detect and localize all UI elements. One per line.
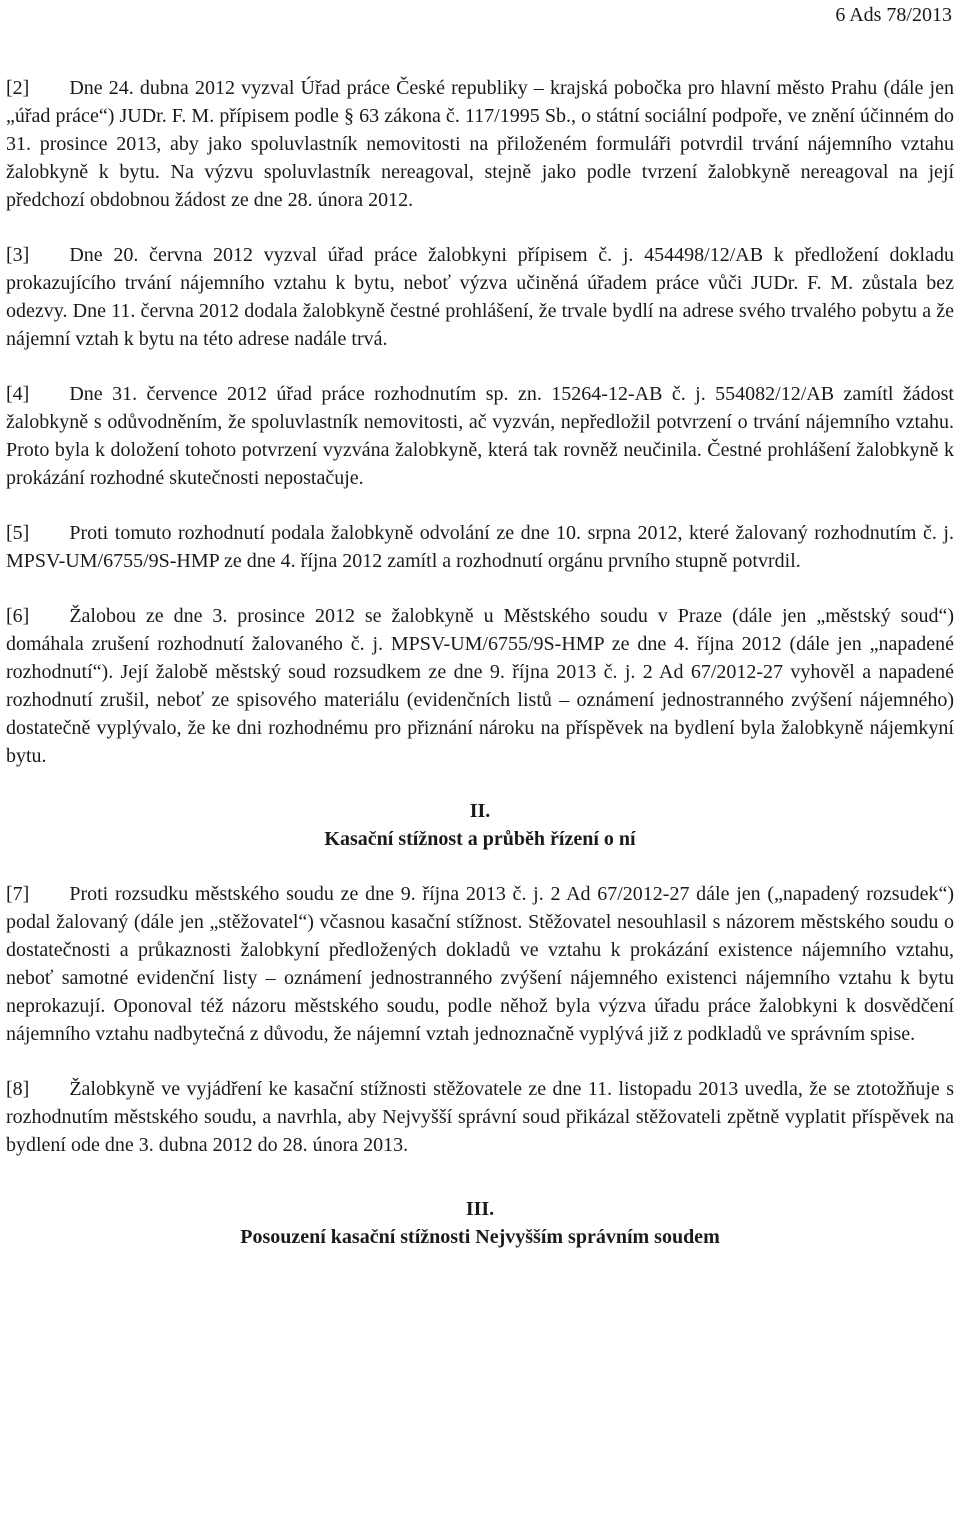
paragraph-text: Dne 20. června 2012 vyzval úřad práce žalobkyni přípisem č. j. 454498/12/AB k předložení dokladu prokazujícího trvání nájemního vztahu k bytu, neboť výzva učiněná úřadem práce vůči JUDr. F. M. zůstala bez odezvy. Dne 11. června 2012 dodala žalobkyně čestné prohlášení, že trvale bydlí na adrese svého trvalého pobytu a že nájemní vztah k bytu na této adrese nadále trvá. [6,244,954,350]
paragraph [6,241,954,353]
section-heading-3 [6,1195,954,1251]
paragraph-text: Dne 31. července 2012 úřad práce rozhodnutím sp. zn. 15264-12-AB č. j. 554082/12/AB zamítl žádost žalobkyně s odůvodněním, že spoluvlastník nemovitosti, ač vyzván, nepředložil potvrzení o trvání nájemního vztahu. Proto byla k doložení tohoto potvrzení vyzvána žalobkyně, která tak rovněž neučinila. Čestné prohlášení žalobkyně k prokázání rozhodné skutečnosti nepostačuje. [6,383,954,489]
paragraph-number: [7] [6,883,30,905]
paragraph-number: [5] [6,522,30,544]
paragraph-group-cassation [6,880,954,1159]
section-number: III. [465,1198,495,1220]
paragraph-number: [4] [6,383,30,405]
paragraph [6,74,954,214]
section-title: Kasační stížnost a průběh řízení o ní [324,828,636,850]
paragraph-number: [8] [6,1078,30,1100]
paragraph-text: Proti tomuto rozhodnutí podala žalobkyně odvolání ze dne 10. srpna 2012, které žalovaný rozhodnutím č. j. MPSV-UM/6755/9S-HMP ze dne 4. října 2012 zamítl a rozhodnutí orgánu prvního stupně potvrdil. [6,522,954,572]
section-title: Posouzení kasační stížnosti Nejvyšším správním soudem [240,1226,720,1248]
paragraph-text: Žalobkyně ve vyjádření ke kasační stížnosti stěžovatele ze dne 11. listopadu 2013 uvedla, že se ztotožňuje s rozhodnutím městského soudu, a navrhla, aby Nejvyšší správní soud přikázal stěžovateli zpětně vyplatit příspěvek na bydlení ode dne 3. dubna 2012 do 28. února 2013. [6,1078,954,1156]
section-number: II. [469,800,491,822]
paragraph-group-facts [6,74,954,770]
paragraph [6,380,954,492]
paragraph [6,1075,954,1159]
paragraph-text: Proti rozsudku městského soudu ze dne 9. října 2013 č. j. 2 Ad 67/2012-27 dále jen („napadený rozsudek“) podal žalovaný (dále jen „stěžovatel“) včasnou kasační stížnost. Stěžovatel nesouhlasil s názorem městského soudu o dostatečnosti a průkaznosti žalobkyní předložených dokladů ve vztahu k prokázání existence nájemního vztahu, neboť samotné evidenční listy – oznámení jednostranného zvýšení nájemného existenci nájemního vztahu k bytu neprokazují. Oponoval též názoru městského soudu, podle něhož byla výzva úřadu práce žalobkyni k dosvědčení nájemního vztahu nadbytečná z důvodu, že nájemní vztah jednoznačně vyplývá již z podkladů ve správním spise. [6,883,954,1045]
paragraph-number: [2] [6,77,30,99]
page-reference: 6 Ads 78/2013 [835,4,952,26]
paragraph-text: Žalobou ze dne 3. prosince 2012 se žalobkyně u Městského soudu v Praze (dále jen „městský soud“) domáhala zrušení rozhodnutí žalovaného č. j. MPSV-UM/6755/9S-HMP ze dne 4. října 2012 (dále jen „napadené rozhodnutí“). Její žalobě městský soud rozsudkem ze dne 9. října 2013 č. j. 2 Ad 67/2012-27 vyhověl a napadené rozhodnutí zrušil, neboť ze spisového materiálu (evidenčních listů – oznámení jednostranného zvýšení nájemného) dostatečně vyplývalo, že ke dni rozhodnému pro přiznání nároku na příspěvek na bydlení byla žalobkyně nájemkyní bytu. [6,605,954,767]
paragraph-text: Dne 24. dubna 2012 vyzval Úřad práce České republiky – krajská pobočka pro hlavní město Prahu (dále jen „úřad práce“) JUDr. F. M. přípisem podle § 63 zákona č. 117/1995 Sb., o státní sociální podpoře, ve znění účinném do 31. prosince 2013, aby jako spoluvlastník nemovitosti na přiloženém formuláři potvrdil trvání nájemního vztahu žalobkyně k bytu. Na výzvu spoluvlastník nereagoval, stejně jako podle tvrzení žalobkyně nereagoval na její předchozí obdobnou žádost ze dne 28. února 2012. [6,77,954,211]
paragraph-number: [3] [6,244,30,266]
section-heading-2 [6,797,954,853]
document-body [6,74,954,1278]
paragraph [6,519,954,575]
paragraph-number: [6] [6,605,30,627]
paragraph [6,880,954,1048]
paragraph [6,602,954,770]
